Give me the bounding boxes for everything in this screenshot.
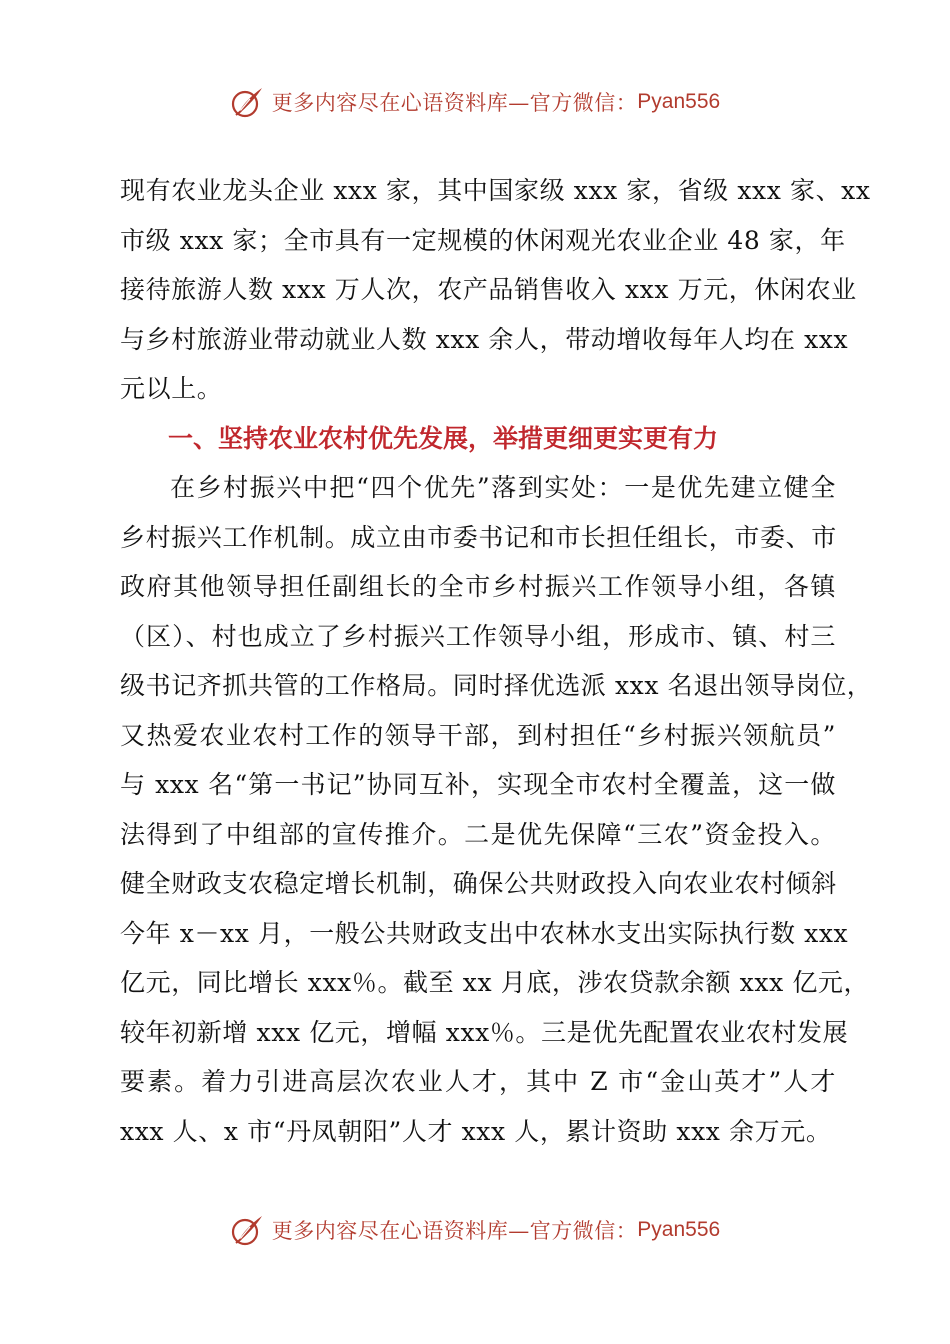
paragraph-line: 法得到了中组部的宣传推介。二是优先保障“三农”资金投入。 — [120, 819, 836, 849]
paragraph-line: 与 xxx 名“第一书记”协同互补，实现全市农村全覆盖，这一做 — [120, 770, 836, 799]
watermark-prefix: 更多内容尽在心语资料库—官方微信： — [271, 91, 638, 115]
watermark-account: Pyan556 — [637, 90, 721, 113]
paragraph-line: 级书记齐抓共管的工作格局。同时择优选派 xxx 名退出领导岗位， — [120, 671, 873, 700]
quill-circle-logo-icon — [230, 85, 264, 119]
watermark-account: Pyan556 — [637, 1218, 721, 1241]
watermark-prefix: 更多内容尽在心语资料库—官方微信： — [271, 1219, 638, 1243]
header-watermark — [0, 80, 950, 124]
paragraph-line: 元以上。 — [120, 374, 223, 403]
paragraph-line: 与乡村旅游业带动就业人数 xxx 余人，带动增收每年人均在 xxx — [120, 324, 849, 354]
paragraph-line: 较年初新增 xxx 亿元，增幅 xxx％。三是优先配置农业农村发展 — [120, 1017, 849, 1047]
paragraph-line: 要素。着力引进高层次农业人才，其中 Z 市“金山英才”人才 — [120, 1067, 836, 1096]
paragraph-line: 政府其他领导担任副组长的全市乡村振兴工作领导小组，各镇 — [120, 572, 836, 601]
paragraph-line: 现有农业龙头企业 xxx 家，其中国家级 xxx 家，省级 xxx 家、xx — [120, 176, 871, 205]
paragraph-line: 健全财政支农稳定增长机制，确保公共财政投入向农业农村倾斜 — [120, 869, 837, 898]
quill-circle-logo-icon — [230, 1213, 264, 1247]
paragraph-line: （区）、村也成立了乡村振兴工作领导小组，形成市、镇、村三 — [120, 621, 836, 651]
paragraph-line: 接待旅游人数 xxx 万人次，农产品销售收入 xxx 万元，休闲农业 — [120, 275, 857, 304]
paragraph-line: 亿元，同比增长 xxx％。截至 xx 月底，涉农贷款余额 xxx 亿元， — [120, 968, 870, 997]
paragraph-line: 乡村振兴工作机制。成立由市委书记和市长担任组长，市委、市 — [120, 522, 837, 552]
paragraph-line: 在乡村振兴中把“四个优先”落到实处：一是优先建立健全 — [170, 473, 836, 502]
paragraph-line: 又热爱农业农村工作的领导干部，到村担任“乡村振兴领航员” — [120, 720, 836, 750]
watermark-text — [272, 87, 720, 117]
footer-watermark — [0, 1208, 950, 1252]
paragraph-line: xxx 人、x 市“丹凤朝阳”人才 xxx 人，累计资助 xxx 余万元。 — [120, 1116, 832, 1146]
section-heading: 一、坚持农业农村优先发展，举措更细更实更有力 — [168, 423, 719, 453]
document-body — [120, 166, 873, 1156]
watermark-text — [272, 1215, 720, 1245]
paragraph-line: 市级 xxx 家；全市具有一定规模的休闲观光农业企业 48 家，年 — [120, 225, 846, 255]
paragraph-line: 今年 x－xx 月，一般公共财政支出中农林水支出实际执行数 xxx — [120, 918, 849, 948]
